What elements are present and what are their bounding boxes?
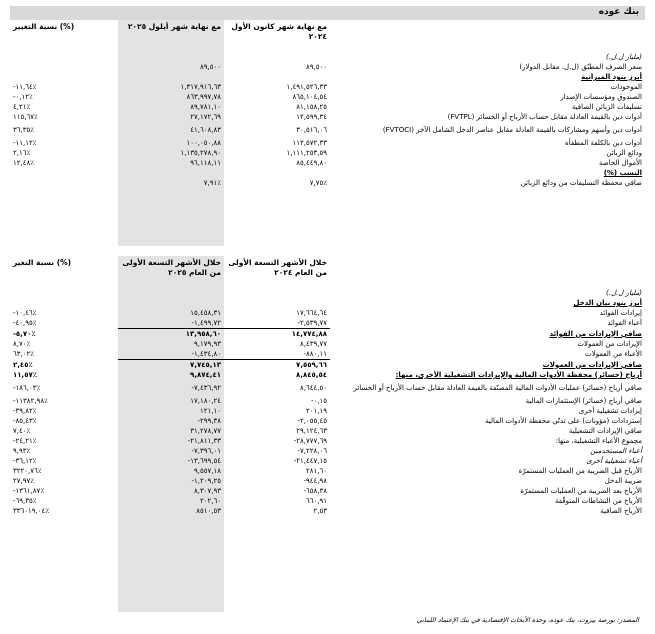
- value-cell-col1: -٢١,٤٤٧,١٥: [293, 457, 327, 465]
- value-cell-col2: -١,٤٩٩,٧٢: [118, 318, 224, 329]
- change-cell: [10, 168, 118, 178]
- table-row: [10, 112, 645, 122]
- row-label: الموجودات: [610, 83, 642, 91]
- row-label: صافي الإيرادات التشغيلية: [568, 427, 642, 435]
- value-cell-col2: ٩٦,١١٨,١١: [190, 159, 221, 167]
- change-cell: -١١٣٨٢,٩٨٪: [13, 397, 48, 405]
- value-cell-col2: ٣١,٢٧٨,٧٧: [190, 427, 221, 435]
- value-cell-col2: -١,٤٣٤,٨٠: [118, 349, 224, 360]
- value-cell-col1: ٧,٥٥٩,٦٦: [296, 361, 327, 369]
- table-row: [10, 178, 645, 188]
- value-cell-col2: ١٧,١٨٠,٢٤: [190, 397, 221, 405]
- value-cell-col1: ٢٨١,٦٠: [305, 467, 327, 475]
- value-cell-col1: ١,٤٩١,٥٢٦,٣٣: [286, 83, 327, 91]
- table-row: [10, 466, 645, 476]
- value-cell-col2: -٢٩٩,٣٨: [197, 417, 221, 425]
- row-label: الأموال الخاصة: [599, 159, 642, 167]
- table-row: [10, 416, 645, 426]
- change-cell: ٢,١٦٪: [13, 149, 31, 157]
- change-cell: [10, 298, 118, 308]
- value-cell-col2: [118, 298, 224, 308]
- unit-label: (مليار ل.ل.): [605, 53, 642, 61]
- change-cell: -٦٩,٣٥٪: [13, 497, 37, 505]
- row-label: صافي أرباح (خسائر) عمليات الأدوات المالية المصنّفة بالقيمة العادلة مقابل حساب الأرباح أو الخسائر: [353, 384, 642, 392]
- value-cell-col2: ٩,١٧٩,٩٣: [193, 340, 221, 348]
- value-cell-col1: [224, 168, 330, 178]
- row-label: أبرز بنود الميزانية: [581, 73, 642, 81]
- row-label: أبرز بنود بيان الدخل: [573, 299, 642, 307]
- change-cell: [10, 178, 118, 188]
- header-col2: خلال الأشهر التسعة الأولى من العام ٢٠٢٥: [122, 258, 221, 277]
- row-label: إيرادات الفوائد: [599, 309, 642, 317]
- table-row: [10, 456, 645, 466]
- change-cell: -٥,٧٠٪: [13, 329, 36, 338]
- value-cell-col1: ١٢,٥٩٩,٣٤: [296, 113, 327, 121]
- row-label: الأرباح قبل الضريبة من العمليات المستمرّة: [518, 467, 642, 475]
- row-label: الأرباح الصافية: [600, 507, 642, 515]
- value-cell-col1: -٨٨٠,١١: [224, 349, 330, 360]
- change-cell: -٤٠,٩٥٪: [13, 319, 37, 328]
- value-cell-col1: ٢٩,١٢٤,٦٣: [296, 427, 327, 435]
- row-label: صافي محفظة التسليفات من ودائع الزبائن: [520, 179, 642, 187]
- table-row: [10, 436, 645, 446]
- row-label: صافي أرباح (خسائر) الإستثمارات المالية: [525, 397, 642, 405]
- value-cell-col2: ٢٠٢,٦٠: [199, 497, 221, 505]
- unit-label: (مليار ل.ل.): [605, 289, 642, 297]
- table-row: [10, 486, 645, 496]
- value-cell-col1: -٢,٥٣٩,٧٧: [224, 318, 330, 329]
- row-label: النسب (%): [603, 169, 642, 177]
- balance-sheet-header: [10, 22, 645, 52]
- value-cell-col1: ٨,٨٤٥,٥٤: [296, 371, 327, 379]
- title-bar: [10, 6, 645, 20]
- header-col1: مع نهاية شهر كانون الأول ٢٠٢٤: [231, 22, 327, 41]
- value-cell-col1: ٧,٧٥٪: [309, 179, 327, 187]
- row-label: الأعباء من العمولات: [585, 350, 642, 359]
- value-cell-col2: -٧,٤٣٦,٩٢: [191, 384, 221, 392]
- change-cell: ١١٥,٦٧٪: [13, 113, 38, 121]
- unit-row: [10, 288, 645, 298]
- table-row: [10, 158, 645, 168]
- change-cell: -٢٤,٢١٪: [13, 437, 37, 445]
- value-cell-col2: ٩,٨٧٤,٤١: [190, 371, 221, 379]
- row-label: صافي الإيرادات من الفوائد: [549, 329, 642, 338]
- value-cell-col2: -١٣,٦٩٩,٥٤: [187, 457, 221, 465]
- table-row: [10, 329, 645, 340]
- row-label: صافي الإيرادات من العمولات: [542, 360, 642, 369]
- change-cell: ٢٧,٩٧٪: [13, 477, 35, 485]
- table-row: [10, 496, 645, 506]
- value-cell-col2: ٨٩,٧٨١,١٠: [190, 103, 221, 111]
- row-label: الصندوق ومؤسسات الإصدار: [560, 93, 642, 101]
- value-cell-col2: ٨٦٣,٩٩٧,٧٨: [186, 93, 221, 101]
- table-row: [10, 82, 645, 92]
- table-row: [10, 148, 645, 158]
- change-cell: -٠,١٢٪: [13, 93, 33, 101]
- change-cell: -١٠,٤٦٪: [13, 309, 37, 317]
- value-cell-col1: -٢,٠٥٥,٤٥: [297, 417, 327, 425]
- value-cell-col1: ٨,٦٤٤,٥٠: [299, 384, 327, 392]
- table-row: [10, 360, 645, 371]
- value-cell-col2: ١٢١,١٠: [199, 407, 221, 415]
- value-cell-col1: ٨٩,٥٠٠: [305, 63, 327, 71]
- value-cell-col2: -١,٢٠٩,٢٥: [191, 477, 221, 485]
- value-cell-col2: ٢٧,١٧٢,٦٩: [190, 113, 221, 121]
- change-cell: ١٢,٤٨٪: [13, 159, 35, 167]
- table-row: [10, 380, 645, 396]
- value-cell-col2: ٤١,٦٠٨,٨٣: [190, 126, 221, 134]
- table-row: [10, 406, 645, 416]
- row-label: ودائع الزبائن: [606, 149, 642, 157]
- table-row: [10, 298, 645, 308]
- row-label: الأرباح بعد الضريبة من العمليات المستمرّة: [520, 487, 642, 495]
- row-label: الإيرادات من العمولات: [577, 340, 642, 348]
- change-cell: ٣٦,٣٥٪: [13, 126, 35, 134]
- value-cell-col1: ٣٠,٥١٦,٠٦: [296, 126, 327, 134]
- row-label: مجموع الأعباء التشغيلية، منها:: [555, 437, 642, 445]
- change-cell: [10, 72, 118, 82]
- value-cell-col1: -٠,١٥: [310, 397, 327, 405]
- value-cell-col1: ٨٦٥,١٠٤,٥٤: [292, 93, 327, 101]
- value-cell-col2: [118, 168, 224, 178]
- value-cell-col1: ١,١١١,٢٥٣,٥٩: [286, 149, 327, 157]
- balance-sheet-body: [10, 22, 645, 188]
- row-label: أدوات دين بالقيمة العادلة مقابل حساب الأرباح أو الخسائر (FVTPL): [447, 113, 642, 121]
- change-cell: -١١,٦٤٪: [13, 83, 37, 91]
- row-label: سعر الصرف المطبّق (ل.ل. مقابل الدولار): [519, 63, 642, 71]
- value-cell-col2: ٩,٥٥٧,١٨: [193, 467, 221, 475]
- table-row: [10, 72, 645, 82]
- value-cell-col1: [224, 298, 330, 308]
- value-cell-col1: ٢,٥٣: [313, 507, 327, 515]
- change-cell: [10, 62, 118, 72]
- value-cell-col1: ١٤,٧٧٤,٨٨: [291, 330, 327, 338]
- table-row: [10, 446, 645, 456]
- table-row: [10, 168, 645, 178]
- change-cell: ٣٣٦٠١٩,٠٤٪: [13, 507, 50, 515]
- table-row: [10, 62, 645, 72]
- row-label: أعباء تشغيلية أخرى: [586, 457, 642, 465]
- value-cell-col2: ١٥,٤٥٨,٣١: [190, 309, 221, 317]
- change-cell: -١٨٦,٠٣٪: [13, 384, 41, 392]
- value-cell-col2: ٧,٩١٪: [203, 179, 221, 187]
- value-cell-col2: ١,٣١٧,٩١٦,٦٣: [180, 83, 221, 91]
- table-row: [10, 102, 645, 112]
- value-cell-col1: [224, 72, 330, 82]
- value-cell-col1: ١٧,٦٦٤,٦٤: [296, 309, 327, 317]
- change-cell: ٦٣,٠٢٪: [13, 350, 35, 359]
- row-label: أدوات دين وأسهم ومشاركات بالقيمة العادلة مقابل عناصر الدخل الشامل الآخر (FVTOCI): [382, 126, 642, 134]
- header-pct: نسبة التغيير (%): [13, 22, 75, 31]
- change-cell: -٨٥,٤٣٪: [13, 417, 37, 425]
- row-label: أرباح (خسائر) محفظة الأدوات المالية والإيرادات التشغيلية الأخرى، منها:: [395, 371, 642, 379]
- header-col1: خلال الأشهر التسعة الأولى من العام ٢٠٢٤: [228, 258, 327, 277]
- change-cell: -٣٩,٨٢٪: [13, 407, 37, 415]
- change-cell: -١٣٦١,٨٧٪: [13, 487, 45, 495]
- table-row: [10, 318, 645, 329]
- balance-sheet-table: [10, 22, 645, 188]
- value-cell-col2: ١٠٠,٠٥٠,٨٨: [186, 139, 221, 147]
- value-cell-col1: ٨١,١٥٨,٢٥: [296, 103, 327, 111]
- value-cell-col1: ٨٥,٤٤٩,٨٠: [296, 159, 327, 167]
- value-cell-col1: ٦٦٠,٩١: [305, 497, 327, 505]
- page-title: بنك عوده: [598, 7, 639, 17]
- unit-row: [10, 52, 645, 62]
- income-statement-header: [10, 258, 645, 288]
- table-row: [10, 396, 645, 406]
- value-cell-col1: -٦٥٨,٣٨: [303, 487, 327, 495]
- income-statement-table: [10, 258, 645, 516]
- table-row: [10, 476, 645, 486]
- value-cell-col2: -٢١,٨١١,٣٣: [187, 437, 221, 445]
- row-label: أعباء الفوائد: [607, 319, 642, 328]
- table-row: [10, 426, 645, 436]
- change-cell: -٣٦,١٢٪: [13, 457, 37, 465]
- change-cell: ٧,٤٠٪: [13, 427, 31, 435]
- table-row: [10, 138, 645, 148]
- change-cell: ٤,٢١٪: [13, 103, 31, 111]
- row-label: تسليفات الزبائن الصافية: [571, 103, 642, 111]
- row-label: الأرباح من النشاطات المتوقّفة: [554, 497, 642, 505]
- value-cell-col2: -٧,٣٩٦,٠١: [191, 447, 221, 455]
- change-cell: ١١,٥٧٪: [13, 371, 38, 379]
- row-label: ضريبة الدخل: [604, 477, 642, 485]
- header-pct: نسبة التغير (%): [13, 258, 72, 267]
- header-unit: [330, 22, 645, 52]
- change-cell: ٩,٩٣٪: [13, 447, 31, 455]
- value-cell-col2: ٧,٧٤٥,١٣: [190, 361, 221, 369]
- table-row: [10, 122, 645, 138]
- row-label: إستردادات (مؤونات) على تدنّي محفظة الأدوات المالية: [485, 417, 642, 425]
- value-cell-col1: ١١٢,٥٧٢,٣٣: [292, 139, 327, 147]
- value-cell-col1: ٨,٤٣٩,٧٧: [299, 340, 327, 348]
- change-cell: -١١,١٢٪: [13, 139, 37, 147]
- value-cell-col2: ١٣,٩٥٨,٦٠: [185, 330, 221, 338]
- value-cell-col2: ١,١٣٥,٢٧٨,٩٠: [180, 149, 221, 157]
- value-cell-col2: [118, 72, 224, 82]
- value-cell-col2: ٨٩,٥٠٠: [199, 63, 221, 71]
- value-cell-col1: ٢٠١,١٩: [305, 407, 327, 415]
- header-col2: مع نهاية شهر أيلول ٢٠٢٥: [127, 22, 221, 31]
- change-cell: ٨,٧٠٪: [13, 340, 31, 348]
- table-row: [10, 92, 645, 102]
- row-label: إيرادات تشغيلية أخرى: [578, 407, 642, 415]
- change-cell: ٢,٤٥٪: [13, 360, 33, 369]
- source-note: المصدر: بورصة بيروت، بنك عوده، وحدة الأبحاث الإقتصادية في بنك الإعتماد اللبناني: [416, 616, 639, 624]
- value-cell-col1: -٢٨,٧٧٧,٦٩: [293, 437, 327, 445]
- table-row: [10, 339, 645, 349]
- row-label: أعباء المستخدمين: [590, 447, 642, 455]
- table-row: [10, 349, 645, 360]
- income-statement-body: [10, 258, 645, 516]
- value-cell-col1: -٩٤٤,٩٨: [303, 477, 327, 485]
- table-row: [10, 308, 645, 318]
- table-row: [10, 506, 645, 516]
- value-cell-col2: ٨,٣٠٧,٩٣: [193, 487, 221, 495]
- value-cell-col1: -٧,٢٢٨,٠٦: [297, 447, 327, 455]
- table-row: [10, 370, 645, 380]
- change-cell: ٣٢٢٠,٧٦٪: [13, 467, 42, 475]
- row-label: أدوات دين بالكلفة المطفأة: [565, 139, 642, 147]
- value-cell-col2: ٨٥١٠,٥٣: [196, 507, 221, 515]
